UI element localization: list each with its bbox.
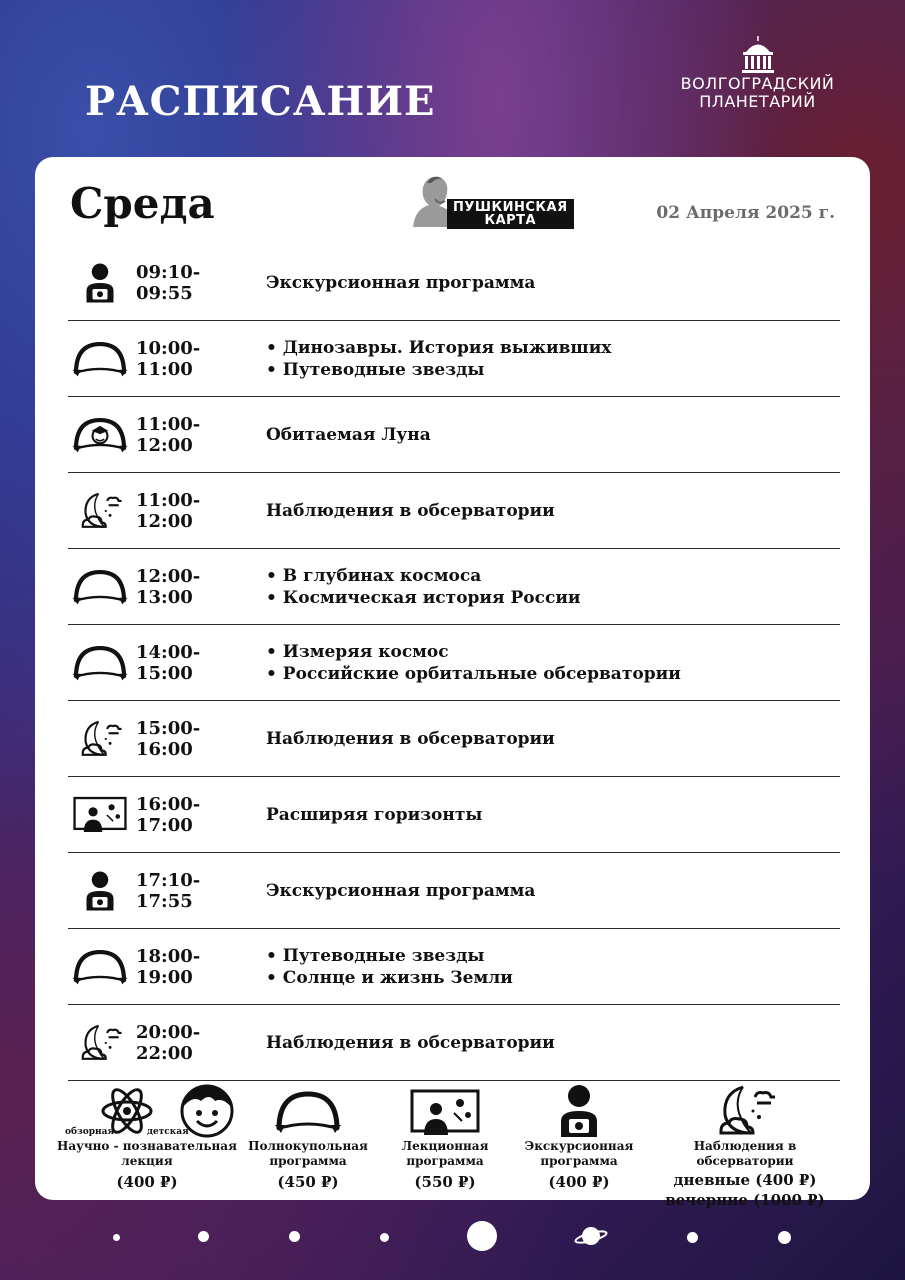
star-dot — [687, 1232, 698, 1243]
program-name: • В глубинах космоса — [266, 565, 482, 586]
legend-excursion-price: (400 ₽) — [548, 1173, 610, 1191]
legend-excursion-caption-1: Экскурсионная — [524, 1139, 634, 1153]
schedule-time: 11:00-12:00 — [136, 413, 201, 456]
schedule-row — [68, 397, 840, 473]
legend-observatory-caption-1: Наблюдения в обсерватории — [693, 1139, 797, 1168]
program-name: • Космическая история России — [266, 587, 581, 608]
dome-icon — [68, 939, 132, 995]
schedule-time: 10:00-11:00 — [136, 337, 201, 380]
legend-science — [57, 1139, 237, 1191]
observatory-icon — [68, 711, 132, 767]
schedule-time: 15:00-16:00 — [136, 717, 201, 760]
schedule-programs — [266, 777, 826, 852]
schedule-programs — [266, 245, 826, 320]
day-title: Среда — [70, 179, 215, 228]
program-name: Наблюдения в обсерватории — [266, 1032, 555, 1053]
bottom-decoration — [0, 1216, 905, 1256]
program-name: • Путеводные звезды — [266, 945, 485, 966]
pushkin-card-label — [447, 199, 574, 229]
schedule-programs — [266, 473, 826, 548]
schedule-programs — [266, 625, 826, 700]
schedule-row — [68, 473, 840, 549]
lecture-icon — [68, 787, 132, 843]
pushkin-card-badge — [405, 169, 615, 229]
schedule-programs — [266, 1005, 826, 1080]
legend-observatory-day-price: дневные (400 ₽) — [673, 1171, 817, 1189]
program-name: Экскурсионная программа — [266, 880, 536, 901]
schedule-programs — [266, 853, 826, 928]
kids-face-icon — [179, 1083, 235, 1139]
excursion-icon — [68, 255, 132, 311]
schedule-row — [68, 1005, 840, 1081]
legend-lecture — [385, 1139, 505, 1191]
legend-excursion — [517, 1139, 641, 1191]
program-name: Наблюдения в обсерватории — [266, 500, 555, 521]
kids-dome-icon — [68, 407, 132, 463]
program-name: • Путеводные звезды — [266, 359, 485, 380]
legend-dome-caption-2: программа — [269, 1154, 347, 1168]
program-name: Обитаемая Луна — [266, 424, 431, 445]
schedule-row — [68, 245, 840, 321]
logo-line-1: ВОЛГОГРАДСКИЙ — [680, 74, 835, 93]
schedule-programs — [266, 397, 826, 472]
schedule-row — [68, 549, 840, 625]
program-name: • Российские орбитальные обсерватории — [266, 663, 681, 684]
schedule-time: 18:00-19:00 — [136, 945, 201, 988]
dome-icon — [68, 635, 132, 691]
legend — [35, 1077, 870, 1209]
program-name: Расширяя горизонты — [266, 804, 483, 825]
legend-observatory — [645, 1139, 845, 1209]
observatory-icon — [68, 1015, 132, 1071]
program-name: Наблюдения в обсерватории — [266, 728, 555, 749]
schedule-time: 14:00-15:00 — [136, 641, 201, 684]
star-dot — [113, 1234, 120, 1241]
planet-icon — [574, 1222, 608, 1250]
dome-icon — [273, 1089, 343, 1135]
legend-dome — [240, 1139, 376, 1191]
schedule-row — [68, 929, 840, 1005]
lecture-icon — [410, 1089, 480, 1137]
schedule-time: 09:10-09:55 — [136, 261, 201, 304]
planetarium-logo — [670, 35, 845, 111]
legend-dome-price: (450 ₽) — [277, 1173, 339, 1191]
moon-dot — [467, 1221, 497, 1251]
planetarium-building-icon — [740, 35, 776, 75]
schedule-list — [68, 245, 840, 1081]
legend-excursion-caption-2: программа — [540, 1154, 618, 1168]
schedule-time: 11:00-12:00 — [136, 489, 201, 532]
schedule-row — [68, 853, 840, 929]
program-name: Экскурсионная программа — [266, 272, 536, 293]
schedule-programs — [266, 929, 826, 1004]
schedule-row — [68, 625, 840, 701]
legend-dome-caption-1: Полнокупольная — [248, 1139, 368, 1153]
legend-science-caption-1: Научно - познавательная — [57, 1139, 237, 1153]
observatory-icon — [68, 483, 132, 539]
pushkin-line-1: ПУШКИНСКАЯ — [453, 200, 568, 215]
dome-icon — [68, 331, 132, 387]
legend-lecture-caption-2: программа — [406, 1154, 484, 1168]
star-dot — [289, 1231, 300, 1242]
schedule-row — [68, 321, 840, 397]
schedule-time: 12:00-13:00 — [136, 565, 201, 608]
pushkin-line-2: КАРТА — [484, 213, 537, 228]
legend-tag-overview: обзорная — [65, 1127, 115, 1137]
excursion-guide-icon — [557, 1083, 601, 1139]
schedule-programs — [266, 701, 826, 776]
schedule-time: 17:10-17:55 — [136, 869, 201, 912]
schedule-date: 02 Апреля 2025 г. — [656, 203, 835, 223]
atom-icon — [101, 1085, 153, 1137]
schedule-time: 20:00-22:00 — [136, 1021, 201, 1064]
program-name: • Солнце и жизнь Земли — [266, 967, 513, 988]
schedule-row — [68, 777, 840, 853]
legend-science-caption-2: лекция — [121, 1154, 173, 1168]
legend-tag-kids: детская — [147, 1127, 189, 1137]
legend-science-price: (400 ₽) — [116, 1173, 178, 1191]
schedule-time: 16:00-17:00 — [136, 793, 201, 836]
moon-cloud-icon — [713, 1083, 777, 1139]
star-dot — [778, 1231, 791, 1244]
page-title: РАСПИСАНИЕ — [85, 78, 436, 125]
legend-observatory-evening-price: вечерние (1000 ₽) — [665, 1191, 825, 1209]
star-dot — [380, 1233, 389, 1242]
program-name: • Измеряя космос — [266, 641, 449, 662]
dome-icon — [68, 559, 132, 615]
schedule-programs — [266, 321, 826, 396]
excursion-icon — [68, 863, 132, 919]
legend-lecture-price: (550 ₽) — [414, 1173, 476, 1191]
schedule-programs — [266, 549, 826, 624]
schedule-card — [35, 157, 870, 1209]
legend-lecture-caption-1: Лекционная — [401, 1139, 489, 1153]
star-dot — [198, 1231, 209, 1242]
program-name: • Динозавры. История выживших — [266, 337, 612, 358]
logo-line-2: ПЛАНЕТАРИЙ — [699, 92, 816, 111]
schedule-row — [68, 701, 840, 777]
